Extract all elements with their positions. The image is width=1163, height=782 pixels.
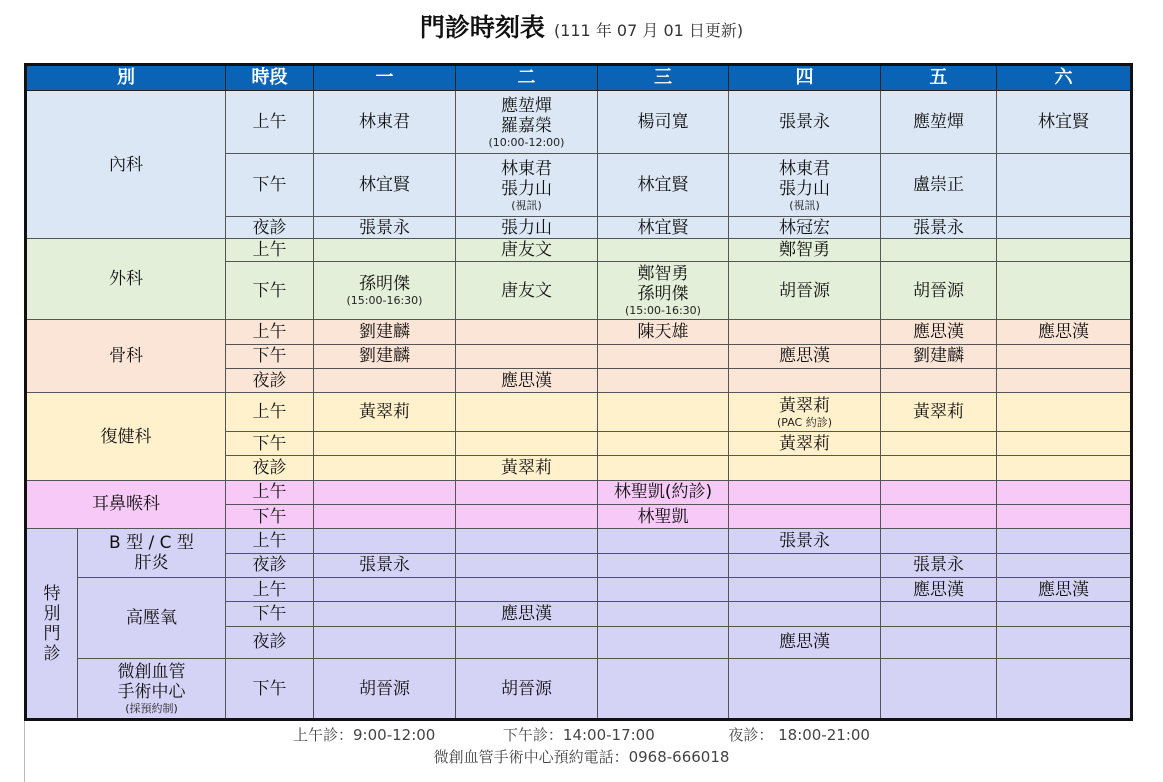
doctor-cell bbox=[314, 480, 456, 504]
doctor-cell: 應思漢 bbox=[456, 602, 598, 626]
table-row bbox=[26, 529, 1132, 553]
doctor-cell bbox=[729, 504, 881, 528]
doctor-cell: 楊司寬 bbox=[598, 91, 729, 154]
doctor-cell: 黃翠莉 bbox=[881, 393, 997, 432]
doctor-cell bbox=[881, 369, 997, 393]
doctor-cell: 劉建麟 bbox=[314, 344, 456, 368]
doctor-cell bbox=[456, 344, 598, 368]
video-note: (視訊) bbox=[511, 198, 542, 212]
time-note: (10:00-12:00) bbox=[488, 135, 565, 149]
dept-internal-medicine: 內科 bbox=[26, 91, 226, 239]
doctor-cell bbox=[456, 529, 598, 553]
col-header-mon: 一 bbox=[314, 65, 456, 91]
doctor-cell: 林聖凱 bbox=[598, 504, 729, 528]
doctor-cell: 應思漢 bbox=[997, 320, 1132, 344]
doctor-cell bbox=[598, 369, 729, 393]
doctor-cell bbox=[881, 456, 997, 480]
doctor-cell bbox=[997, 239, 1132, 261]
clinic-schedule-table bbox=[24, 63, 1133, 721]
header-row bbox=[26, 65, 1132, 91]
session-cell: 夜診 bbox=[226, 369, 314, 393]
table-row bbox=[26, 577, 1132, 601]
doctor-cell bbox=[997, 261, 1132, 320]
doctor-cell: 林東君 bbox=[314, 91, 456, 154]
doctor-cell bbox=[314, 602, 456, 626]
doctor-name: 鄭智勇 bbox=[637, 264, 689, 285]
doctor-cell: 劉建麟 bbox=[314, 320, 456, 344]
doctor-cell: 應思漢 bbox=[881, 577, 997, 601]
doctor-cell bbox=[598, 626, 729, 658]
doctor-cell: 唐友文 bbox=[456, 261, 598, 320]
doctor-cell: 應思漢 bbox=[997, 577, 1132, 601]
doctor-cell bbox=[314, 626, 456, 658]
video-note: (視訊) bbox=[789, 198, 820, 212]
appointment-note: (PAC 約診) bbox=[776, 415, 833, 429]
doctor-cell: 胡晉源 bbox=[729, 261, 881, 320]
doctor-cell bbox=[729, 602, 881, 626]
col-header-tue: 二 bbox=[456, 65, 598, 91]
doctor-cell bbox=[997, 529, 1132, 553]
doctor-cell bbox=[598, 659, 729, 720]
doctor-cell bbox=[881, 239, 997, 261]
footer-phone: 微創血管手術中心預約電話：0968-666018 bbox=[433, 748, 730, 766]
doctor-cell bbox=[881, 480, 997, 504]
title-main: 門診時刻表 bbox=[419, 13, 545, 42]
doctor-cell bbox=[881, 529, 997, 553]
table-row bbox=[26, 91, 1132, 154]
doctor-cell: 林聖凱(約診) bbox=[598, 480, 729, 504]
doctor-cell bbox=[314, 369, 456, 393]
session-cell: 下午 bbox=[226, 659, 314, 720]
doctor-cell bbox=[456, 577, 598, 601]
doctor-cell: 林宜賢 bbox=[598, 154, 729, 217]
footer-hours bbox=[0, 724, 1163, 745]
page-title bbox=[0, 8, 1163, 44]
doctor-name: 應堃燀 bbox=[501, 95, 552, 116]
dept-surgery: 外科 bbox=[26, 239, 226, 320]
doctor-cell bbox=[729, 393, 881, 432]
doctor-cell bbox=[314, 239, 456, 261]
doctor-cell bbox=[456, 320, 598, 344]
doctor-name: 孫明傑 bbox=[359, 274, 410, 295]
doctor-cell bbox=[881, 659, 997, 720]
subdept-hepatitis bbox=[78, 529, 226, 578]
col-header-sat: 六 bbox=[997, 65, 1132, 91]
doctor-cell: 黃翠莉 bbox=[456, 456, 598, 480]
doctor-cell: 林宜賢 bbox=[314, 154, 456, 217]
doctor-cell bbox=[881, 626, 997, 658]
session-cell: 下午 bbox=[226, 431, 314, 455]
session-cell: 下午 bbox=[226, 154, 314, 217]
doctor-cell bbox=[997, 504, 1132, 528]
table-row bbox=[26, 393, 1132, 432]
doctor-cell: 黃翠莉 bbox=[314, 393, 456, 432]
doctor-name: 孫明傑 bbox=[637, 284, 689, 305]
doctor-cell bbox=[598, 393, 729, 432]
doctor-cell: 胡晉源 bbox=[456, 659, 598, 720]
time-note: (15:00-16:30) bbox=[625, 304, 701, 318]
doctor-cell bbox=[456, 626, 598, 658]
table-row bbox=[26, 239, 1132, 261]
dept-rehabilitation: 復健科 bbox=[26, 393, 226, 480]
time-note: (15:00-16:30) bbox=[346, 294, 423, 308]
doctor-name: 張力山 bbox=[501, 178, 552, 199]
dept-orthopedics: 骨科 bbox=[26, 320, 226, 393]
doctor-cell: 黃翠莉 bbox=[729, 431, 881, 455]
doctor-cell bbox=[314, 529, 456, 553]
doctor-name: 林東君 bbox=[779, 158, 830, 179]
session-cell: 上午 bbox=[226, 320, 314, 344]
doctor-cell bbox=[997, 456, 1132, 480]
doctor-cell bbox=[598, 239, 729, 261]
dept-special-clinic bbox=[26, 529, 78, 720]
doctor-cell bbox=[881, 602, 997, 626]
doctor-cell: 盧崇正 bbox=[881, 154, 997, 217]
doctor-cell bbox=[314, 577, 456, 601]
doctor-cell bbox=[997, 393, 1132, 432]
doctor-cell bbox=[881, 504, 997, 528]
doctor-cell bbox=[997, 553, 1132, 577]
session-cell: 夜診 bbox=[226, 553, 314, 577]
doctor-cell bbox=[456, 431, 598, 455]
col-header-fri: 五 bbox=[881, 65, 997, 91]
doctor-cell: 胡晉源 bbox=[881, 261, 997, 320]
hepatitis-label-line1: B 型 / C 型 bbox=[109, 533, 194, 554]
session-cell: 上午 bbox=[226, 480, 314, 504]
hepatitis-label-line2: 肝炎 bbox=[134, 553, 169, 574]
doctor-cell: 張景永 bbox=[314, 553, 456, 577]
doctor-cell: 應思漢 bbox=[729, 626, 881, 658]
doctor-cell bbox=[598, 577, 729, 601]
doctor-cell: 張景永 bbox=[729, 529, 881, 553]
col-header-wed: 三 bbox=[598, 65, 729, 91]
doctor-cell: 應堃燀 bbox=[881, 91, 997, 154]
doctor-cell: 張景永 bbox=[729, 91, 881, 154]
doctor-cell bbox=[456, 393, 598, 432]
doctor-cell bbox=[729, 154, 881, 217]
doctor-cell bbox=[598, 529, 729, 553]
vascular-label-line2: 手術中心 bbox=[117, 682, 186, 703]
doctor-cell bbox=[729, 320, 881, 344]
table-row bbox=[26, 320, 1132, 344]
doctor-cell bbox=[997, 344, 1132, 368]
doctor-cell bbox=[598, 431, 729, 455]
doctor-cell bbox=[997, 154, 1132, 217]
doctor-cell bbox=[729, 456, 881, 480]
doctor-cell: 林宜賢 bbox=[997, 91, 1132, 154]
doctor-cell bbox=[314, 456, 456, 480]
doctor-cell bbox=[997, 659, 1132, 720]
doctor-cell bbox=[598, 261, 729, 320]
doctor-cell bbox=[729, 553, 881, 577]
doctor-cell bbox=[456, 91, 598, 154]
doctor-cell bbox=[456, 480, 598, 504]
session-cell: 下午 bbox=[226, 344, 314, 368]
doctor-cell bbox=[456, 154, 598, 217]
session-cell: 上午 bbox=[226, 393, 314, 432]
title-update-date: (111 年 07 月 01 日更新) bbox=[553, 21, 744, 40]
col-header-thu: 四 bbox=[729, 65, 881, 91]
col-header-session: 時段 bbox=[226, 65, 314, 91]
doctor-cell bbox=[314, 261, 456, 320]
doctor-cell bbox=[997, 626, 1132, 658]
doctor-cell: 應思漢 bbox=[456, 369, 598, 393]
doctor-cell: 張景永 bbox=[881, 217, 997, 239]
footer-pm-hours: 下午診：14:00-17:00 bbox=[502, 726, 655, 744]
special-clinic-label: 特別門診 bbox=[43, 583, 61, 664]
doctor-cell: 林宜賢 bbox=[598, 217, 729, 239]
session-cell: 上午 bbox=[226, 91, 314, 154]
doctor-name: 黃翠莉 bbox=[779, 395, 830, 416]
table-row bbox=[26, 480, 1132, 504]
dept-ent: 耳鼻喉科 bbox=[26, 480, 226, 529]
doctor-cell: 應思漢 bbox=[729, 344, 881, 368]
doctor-cell: 張力山 bbox=[456, 217, 598, 239]
doctor-cell bbox=[997, 217, 1132, 239]
doctor-cell bbox=[598, 553, 729, 577]
doctor-cell: 張景永 bbox=[314, 217, 456, 239]
col-header-department: 別 bbox=[26, 65, 226, 91]
session-cell: 下午 bbox=[226, 504, 314, 528]
doctor-cell bbox=[598, 344, 729, 368]
doctor-cell: 唐友文 bbox=[456, 239, 598, 261]
doctor-cell bbox=[598, 456, 729, 480]
doctor-cell bbox=[997, 480, 1132, 504]
doctor-cell bbox=[997, 369, 1132, 393]
appointment-only-note: (採預約制) bbox=[125, 702, 178, 716]
doctor-cell: 胡晉源 bbox=[314, 659, 456, 720]
doctor-cell bbox=[729, 659, 881, 720]
doctor-cell: 張景永 bbox=[881, 553, 997, 577]
doctor-cell: 林冠宏 bbox=[729, 217, 881, 239]
doctor-cell bbox=[997, 602, 1132, 626]
session-cell: 下午 bbox=[226, 261, 314, 320]
session-cell: 夜診 bbox=[226, 456, 314, 480]
session-cell: 上午 bbox=[226, 577, 314, 601]
doctor-cell bbox=[598, 602, 729, 626]
doctor-cell: 陳天雄 bbox=[598, 320, 729, 344]
session-cell: 下午 bbox=[226, 602, 314, 626]
doctor-cell: 劉建麟 bbox=[881, 344, 997, 368]
doctor-cell bbox=[314, 504, 456, 528]
doctor-cell bbox=[729, 480, 881, 504]
table-row bbox=[26, 659, 1132, 720]
footer-am-hours: 上午診：9:00-12:00 bbox=[293, 726, 436, 744]
subdept-hyperbaric-oxygen: 高壓氧 bbox=[78, 577, 226, 658]
doctor-cell: 鄭智勇 bbox=[729, 239, 881, 261]
session-cell: 上午 bbox=[226, 239, 314, 261]
doctor-name: 林東君 bbox=[501, 158, 552, 179]
doctor-cell bbox=[456, 553, 598, 577]
doctor-name: 張力山 bbox=[779, 178, 830, 199]
subdept-vascular-surgery-center bbox=[78, 659, 226, 720]
doctor-name: 羅嘉榮 bbox=[501, 115, 552, 136]
doctor-cell bbox=[997, 431, 1132, 455]
session-cell: 夜診 bbox=[226, 626, 314, 658]
doctor-cell bbox=[456, 504, 598, 528]
doctor-cell bbox=[881, 431, 997, 455]
vascular-label-line1: 微創血管 bbox=[117, 662, 186, 683]
session-cell: 上午 bbox=[226, 529, 314, 553]
doctor-cell bbox=[314, 431, 456, 455]
footer-night-hours: 夜診： 18:00-21:00 bbox=[728, 726, 870, 744]
doctor-cell bbox=[729, 577, 881, 601]
doctor-cell: 應思漢 bbox=[881, 320, 997, 344]
doctor-cell bbox=[729, 369, 881, 393]
session-cell: 夜診 bbox=[226, 217, 314, 239]
